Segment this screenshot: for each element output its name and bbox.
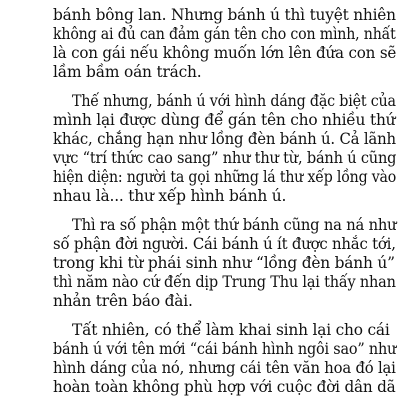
text-line: thì năm nào cứ đến dịp Trung Thu lại thấy nhan — [53, 273, 396, 291]
text-line: số phận đời người. Cái bánh ú ít được nhắc tới, — [53, 235, 396, 253]
text-line: Thì ra số phận một thứ bánh cũng na ná như — [72, 216, 397, 234]
text-line: khác, chẳng hạn như lồng đèn bánh ú. Cả lãnh — [53, 130, 396, 148]
text-line: trong khi từ phái sinh như “lồng đèn bánh ú” — [53, 254, 395, 272]
text-line: bánh ú với tên mới “cái bánh hình ngôi sao” như — [53, 340, 397, 358]
text-line: hình dáng của nó, nhưng cái tên văn hoa đó lại — [53, 359, 396, 377]
text-line: không ai đủ can đảm gán tên cho con mình, nhất — [53, 25, 396, 43]
text-line: hiện diện: người ta gọi những lá thư xếp lồng vào — [53, 168, 397, 186]
text-line: hoàn toàn không phù hợp với cuộc đời dân dã — [53, 378, 396, 396]
text-line: là con gái nếu không muốn lớn lên đứa con sẽ — [53, 44, 397, 62]
text-line: mình lại được dùng để gán tên cho nhiều thứ — [53, 111, 396, 129]
text-line: lầm bầm oán trách. — [53, 63, 202, 81]
text-line: bánh bông lan. Nhưng bánh ú thì tuyệt nhiên — [53, 6, 396, 24]
text-line: nhau là... thư xếp hình bánh ú. — [53, 187, 287, 205]
text-line: Tất nhiên, có thể làm khai sinh lại cho cái — [72, 321, 390, 339]
text-line: vực “trí thức cao sang” như thư từ, bánh ú cũng — [53, 149, 397, 167]
text-line: nhản trên báo đài. — [53, 292, 193, 310]
text-line: Thế nhưng, bánh ú với hình dáng đặc biệt của — [72, 92, 396, 110]
